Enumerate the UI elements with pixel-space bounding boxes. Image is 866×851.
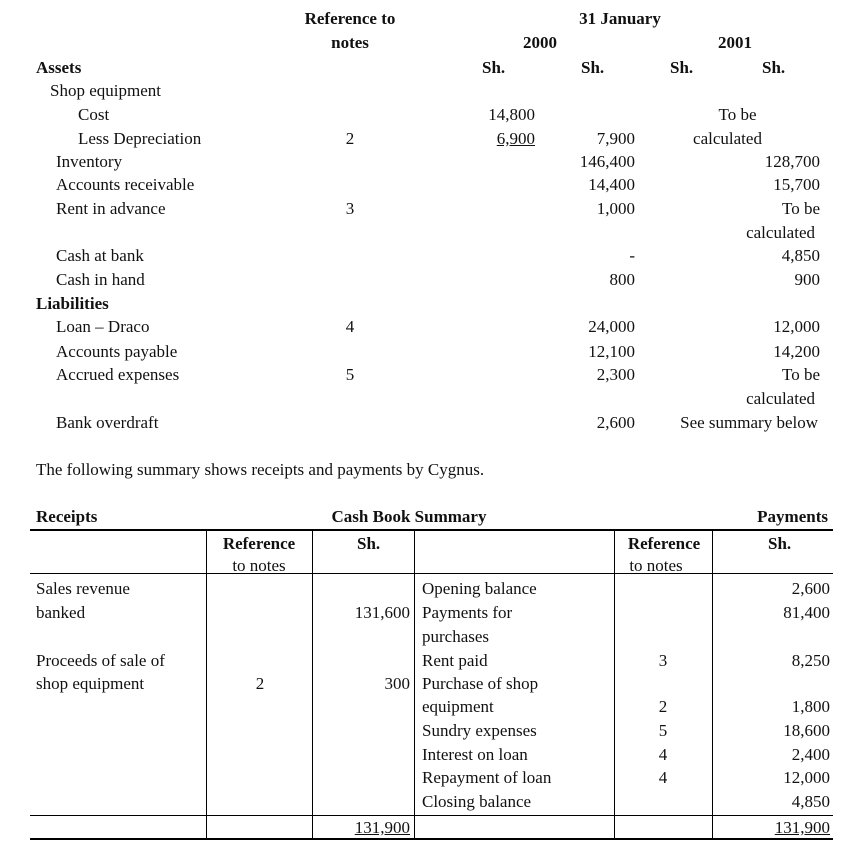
payment-sundry-ref: 5 xyxy=(658,721,668,740)
depreciation-value-2000: 6,900 xyxy=(496,129,535,148)
accounts-payable-2001: 14,200 xyxy=(773,342,820,361)
payment-interest-label: Interest on loan xyxy=(422,745,528,764)
column-divider-5 xyxy=(712,531,713,840)
payment-sundry-label: Sundry expenses xyxy=(422,721,537,740)
cash-at-bank-2000: - xyxy=(629,246,635,265)
column-divider-4 xyxy=(614,531,615,840)
payment-shop-equipment-amount: 1,800 xyxy=(791,697,830,716)
reference-header-line1: Reference to xyxy=(304,9,396,28)
cash-in-hand-2001: 900 xyxy=(794,270,820,289)
accrued-expenses-ref: 5 xyxy=(345,365,355,384)
bank-overdraft-2001: See summary below xyxy=(680,413,818,432)
payment-purchases-amount: 81,400 xyxy=(783,603,830,622)
bank-overdraft-2000: 2,600 xyxy=(596,413,635,432)
payment-opening-balance-amount: 2,600 xyxy=(791,579,830,598)
receipt-proceeds-ref: 2 xyxy=(255,674,265,693)
receipt-sales-amount: 131,600 xyxy=(354,603,410,622)
cash-in-hand-label: Cash in hand xyxy=(56,270,145,289)
column-divider-2 xyxy=(312,531,313,840)
payment-interest-amount: 2,400 xyxy=(791,745,830,764)
payment-repayment-label: Repayment of loan xyxy=(422,768,552,787)
payments-ref-header-line2: to notes xyxy=(629,556,683,575)
accrued-expenses-2000: 2,300 xyxy=(596,365,635,384)
payment-closing-balance-amount: 4,850 xyxy=(791,792,830,811)
assets-heading: Assets xyxy=(36,58,82,77)
payments-total: 131,900 xyxy=(774,818,830,837)
payments-heading: Payments xyxy=(757,507,828,526)
liabilities-heading: Liabilities xyxy=(36,294,109,313)
payment-interest-ref: 4 xyxy=(658,745,668,764)
currency-col4: Sh. xyxy=(762,58,786,77)
cash-book-title: Cash Book Summary xyxy=(331,507,487,526)
inventory-label: Inventory xyxy=(56,152,123,171)
inventory-2000: 146,400 xyxy=(579,152,635,171)
date-header: 31 January xyxy=(579,9,661,28)
accrued-expenses-2001-line2: calculated xyxy=(746,389,815,408)
cash-at-bank-2001: 4,850 xyxy=(781,246,820,265)
receipts-ref-header-line1: Reference xyxy=(222,534,296,553)
accrued-expenses-2001-line1: To be xyxy=(782,365,820,384)
receipts-total: 131,900 xyxy=(354,818,410,837)
receipts-currency-header: Sh. xyxy=(357,534,381,553)
receipts-ref-header-line2: to notes xyxy=(232,556,286,575)
accounts-receivable-2000: 14,400 xyxy=(588,175,635,194)
payment-purchases-line2: purchases xyxy=(422,627,490,646)
loan-draco-ref: 4 xyxy=(345,317,355,336)
receipt-sales-line2: banked xyxy=(36,603,86,622)
rent-in-advance-2001-line1: To be xyxy=(782,199,820,218)
column-divider-3 xyxy=(414,531,415,840)
payment-sundry-amount: 18,600 xyxy=(783,721,830,740)
payments-currency-header: Sh. xyxy=(768,534,792,553)
payment-closing-balance-label: Closing balance xyxy=(422,792,532,811)
cost-2001-line1: To be xyxy=(718,105,757,124)
accounts-payable-2000: 12,100 xyxy=(588,342,635,361)
bank-overdraft-label: Bank overdraft xyxy=(56,413,159,432)
cost-2001-line2: calculated xyxy=(693,129,762,148)
receipt-sales-line1: Sales revenue xyxy=(36,579,130,598)
less-depreciation-label: Less Depreciation xyxy=(78,129,202,148)
accrued-expenses-label: Accrued expenses xyxy=(56,365,180,384)
accounts-receivable-2001: 15,700 xyxy=(773,175,820,194)
payment-rent-label: Rent paid xyxy=(422,651,488,670)
payment-opening-balance-label: Opening balance xyxy=(422,579,537,598)
currency-col3: Sh. xyxy=(670,58,694,77)
receipts-heading: Receipts xyxy=(36,507,98,526)
rent-in-advance-2000: 1,000 xyxy=(596,199,635,218)
payment-rent-amount: 8,250 xyxy=(791,651,830,670)
payment-repayment-ref: 4 xyxy=(658,768,668,787)
currency-col1: Sh. xyxy=(482,58,506,77)
rent-in-advance-label: Rent in advance xyxy=(56,199,166,218)
payment-shop-equipment-line2: equipment xyxy=(422,697,494,716)
year-2001-header: 2001 xyxy=(718,33,752,52)
less-depreciation-ref: 2 xyxy=(345,129,355,148)
shop-equipment-label: Shop equipment xyxy=(50,81,161,100)
cost-value-2000: 14,800 xyxy=(488,105,535,124)
loan-draco-2001: 12,000 xyxy=(773,317,820,336)
payment-shop-equipment-ref: 2 xyxy=(658,697,668,716)
reference-header-line2: notes xyxy=(331,33,369,52)
loan-draco-label: Loan – Draco xyxy=(56,317,150,336)
net-equipment-value-2000: 7,900 xyxy=(596,129,635,148)
accounts-receivable-label: Accounts receivable xyxy=(56,175,195,194)
payment-shop-equipment-line1: Purchase of shop xyxy=(422,674,539,693)
payment-repayment-amount: 12,000 xyxy=(783,768,830,787)
receipt-proceeds-line2: shop equipment xyxy=(36,674,145,693)
currency-col2: Sh. xyxy=(581,58,605,77)
payment-rent-ref: 3 xyxy=(658,651,668,670)
payments-ref-header-line1: Reference xyxy=(627,534,701,553)
rent-in-advance-ref: 3 xyxy=(345,199,355,218)
cash-in-hand-2000: 800 xyxy=(609,270,635,289)
receipt-proceeds-line1: Proceeds of sale of xyxy=(36,651,165,670)
payment-purchases-line1: Payments for xyxy=(422,603,513,622)
receipt-proceeds-amount: 300 xyxy=(384,674,410,693)
loan-draco-2000: 24,000 xyxy=(588,317,635,336)
year-2000-header: 2000 xyxy=(523,33,557,52)
rent-in-advance-2001-line2: calculated xyxy=(746,223,815,242)
summary-intro: The following summary shows receipts and payments by Cygnus. xyxy=(36,460,485,479)
cost-label: Cost xyxy=(78,105,110,124)
inventory-2001: 128,700 xyxy=(764,152,820,171)
accounts-payable-label: Accounts payable xyxy=(56,342,178,361)
column-divider-1 xyxy=(206,531,207,840)
cash-at-bank-label: Cash at bank xyxy=(56,246,144,265)
